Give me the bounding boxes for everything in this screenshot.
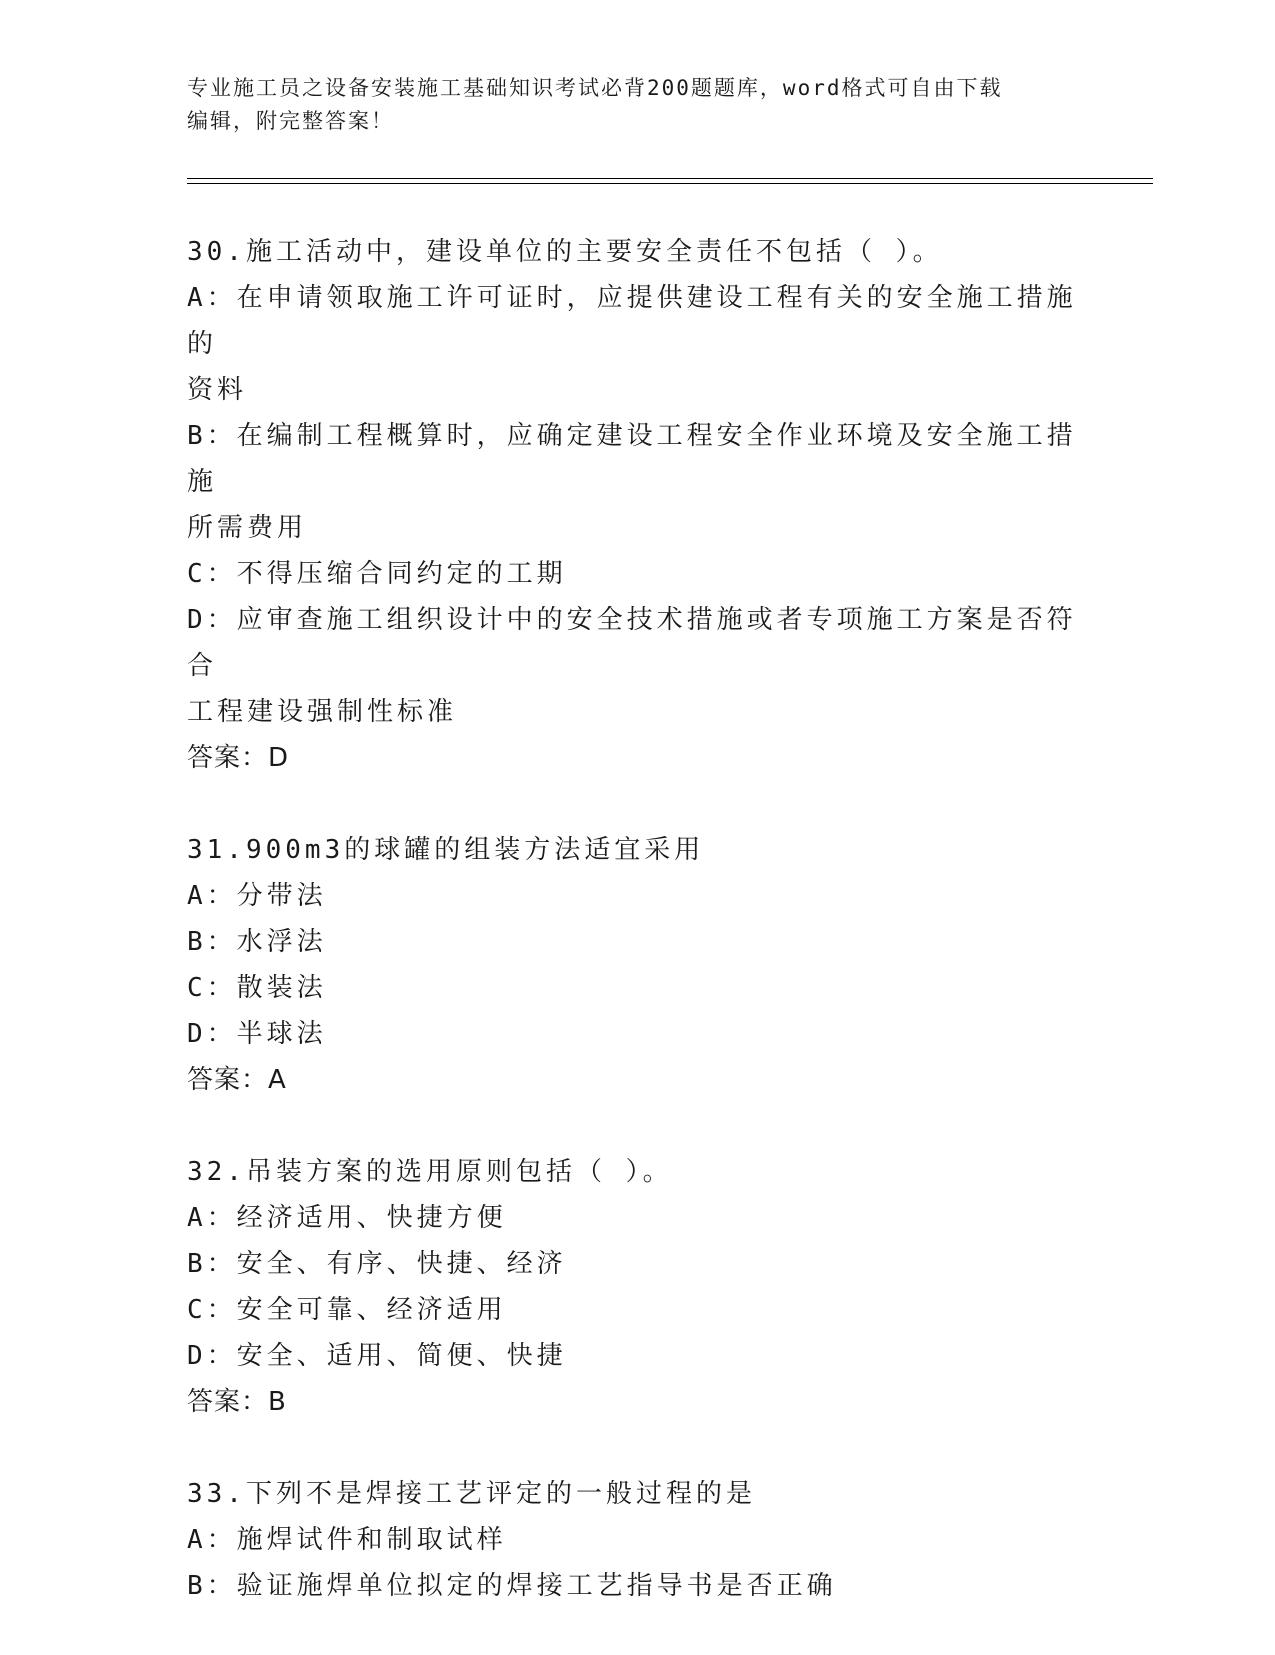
document-header [187, 72, 1087, 138]
question-stem: 31.900m3的球罐的组装方法适宜采用 [187, 835, 705, 865]
question-stem: 33.下列不是焊接工艺评定的一般过程的是 [187, 1479, 756, 1509]
option-d: D：半球法 [187, 1019, 327, 1049]
header-divider-bottom [187, 183, 1153, 184]
option-b-continued: 所需费用 [187, 513, 308, 543]
option-a: A：经济适用、快捷方便 [187, 1203, 507, 1233]
question-list [187, 229, 1087, 1655]
question-30 [187, 229, 1087, 781]
answer: 答案：D [187, 743, 290, 773]
header-divider-top [187, 178, 1153, 179]
question-32 [187, 1149, 1087, 1425]
option-a: A：分带法 [187, 881, 327, 911]
answer: 答案：A [187, 1065, 287, 1095]
option-b: B：验证施焊单位拟定的焊接工艺指导书是否正确 [187, 1571, 837, 1601]
answer: 答案：B [187, 1387, 287, 1417]
option-a: A：在申请领取施工许可证时，应提供建设工程有关的安全施工措施的 [187, 283, 1077, 359]
question-33 [187, 1471, 1087, 1609]
option-d: D：应审查施工组织设计中的安全技术措施或者专项施工方案是否符合 [187, 605, 1077, 681]
option-d-continued: 工程建设强制性标准 [187, 697, 458, 727]
question-stem: 30.施工活动中，建设单位的主要安全责任不包括（ ）。 [187, 237, 943, 267]
option-a-continued: 资料 [187, 375, 248, 405]
option-c: C：安全可靠、经济适用 [187, 1295, 507, 1325]
option-c: C：不得压缩合同约定的工期 [187, 559, 567, 589]
option-b: B：水浮法 [187, 927, 327, 957]
option-b: B：在编制工程概算时，应确定建设工程安全作业环境及安全施工措施 [187, 421, 1077, 497]
question-stem: 32.吊装方案的选用原则包括（ ）。 [187, 1157, 673, 1187]
header-line-2: 编辑，附完整答案！ [187, 109, 394, 133]
option-a: A：施焊试件和制取试样 [187, 1525, 507, 1555]
header-line-1: 专业施工员之设备安装施工基础知识考试必背200题题库，word格式可自由下载 [187, 76, 1003, 100]
option-b: B：安全、有序、快捷、经济 [187, 1249, 567, 1279]
question-31 [187, 827, 1087, 1103]
option-d: D：安全、适用、简便、快捷 [187, 1341, 567, 1371]
option-c: C：散装法 [187, 973, 327, 1003]
